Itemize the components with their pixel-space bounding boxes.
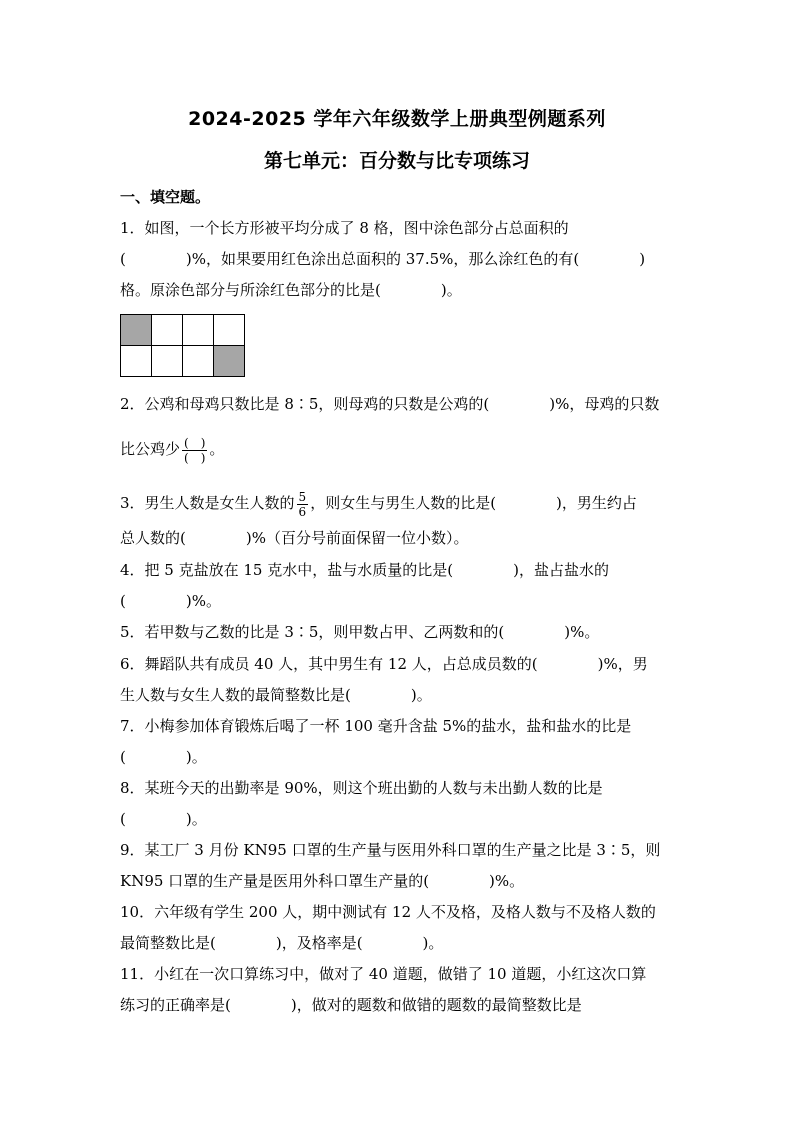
- q1-line-1: 1．如图，一个长方形被平均分成了 8 格，图中涂色部分占总面积的: [120, 219, 569, 237]
- q2-line-2: [120, 432, 680, 466]
- q8-line-1: 8．某班今天的出勤率是 90%，则这个班出勤的人数与未出勤人数的比是: [120, 779, 603, 797]
- page-title: 2024-2025 学年六年级数学上册典型例题系列: [188, 108, 606, 130]
- grid-cell: [152, 315, 183, 346]
- grid-cell: [152, 346, 183, 377]
- grid-cell-shaded: [214, 346, 245, 377]
- q6-line-2: 生人数与女生人数的最简整数比是( )。: [120, 686, 432, 704]
- q2-line-2-end: 。: [209, 440, 225, 458]
- q1-line-3: 格。原涂色部分与所涂红色部分的比是( )。: [120, 281, 462, 299]
- q3-line-2: 总人数的( )%（百分号前面保留一位小数）。: [120, 529, 469, 547]
- q11-line-2: 练习的正确率是( )，做对的题数和做错的题数的最简整数比是: [120, 996, 582, 1014]
- q10-line-1: 10．六年级有学生 200 人，期中测试有 12 人不及格，及格人数与不及格人数的: [120, 903, 656, 921]
- q9-line-1: 9．某工厂 3 月份 KN95 口罩的生产量与医用外科口罩的生产量之比是 3∶5，则: [120, 841, 661, 859]
- grid-cell: [183, 315, 214, 346]
- fraction-numerator: ( ): [184, 435, 206, 450]
- q3-line-1-text: 3．男生人数是女生人数的: [120, 494, 295, 512]
- q7-line-2: ( )。: [120, 748, 207, 766]
- q8-line-2: ( )。: [120, 810, 207, 828]
- blank-fraction: [182, 436, 207, 465]
- grid-cell-shaded: [121, 315, 152, 346]
- fraction-five-sixths: [297, 490, 309, 519]
- fraction-numerator: 5: [298, 489, 307, 504]
- rectangle-grid-figure: [120, 314, 245, 377]
- q2-line-1: 2．公鸡和母鸡只数比是 8∶5，则母鸡的只数是公鸡的( )%，母鸡的只数: [120, 395, 660, 413]
- grid-cell: [121, 346, 152, 377]
- q3-line-1-rest: ，则女生与男生人数的比是( )，男生约占: [310, 494, 637, 512]
- q9-line-2: KN95 口罩的生产量是医用外科口罩生产量的( )%。: [120, 872, 525, 890]
- q6-line-1: 6．舞蹈队共有成员 40 人，其中男生有 12 人，占总成员数的( )%，男: [120, 655, 648, 673]
- q4-line-2: ( )%。: [120, 592, 221, 610]
- page-subtitle: 第七单元：百分数与比专项练习: [263, 150, 530, 172]
- q1-line-2: ( )%，如果要用红色涂出总面积的 37.5%，那么涂红色的有( ): [120, 250, 646, 268]
- q5-line-1: 5．若甲数与乙数的比是 3∶5，则甲数占甲、乙两数和的( )%。: [120, 623, 600, 641]
- fraction-denominator: ( ): [184, 450, 206, 465]
- grid-cell: [183, 346, 214, 377]
- q11-line-1: 11．小红在一次口算练习中，做对了 40 道题，做错了 10 道题，小红这次口算: [120, 965, 647, 983]
- q4-line-1: 4．把 5 克盐放在 15 克水中，盐与水质量的比是( )，盐占盐水的: [120, 561, 609, 579]
- q2-line-2-text: 比公鸡少: [120, 440, 181, 458]
- fraction-denominator: 6: [298, 504, 307, 519]
- q10-line-2: 最简整数比是( )，及格率是( )。: [120, 934, 444, 952]
- grid-cell: [214, 315, 245, 346]
- q3-line-1: [120, 486, 680, 520]
- section-heading: 一、填空题。: [120, 188, 211, 206]
- q7-line-1: 7．小梅参加体育锻炼后喝了一杯 100 毫升含盐 5%的盐水，盐和盐水的比是: [120, 717, 632, 735]
